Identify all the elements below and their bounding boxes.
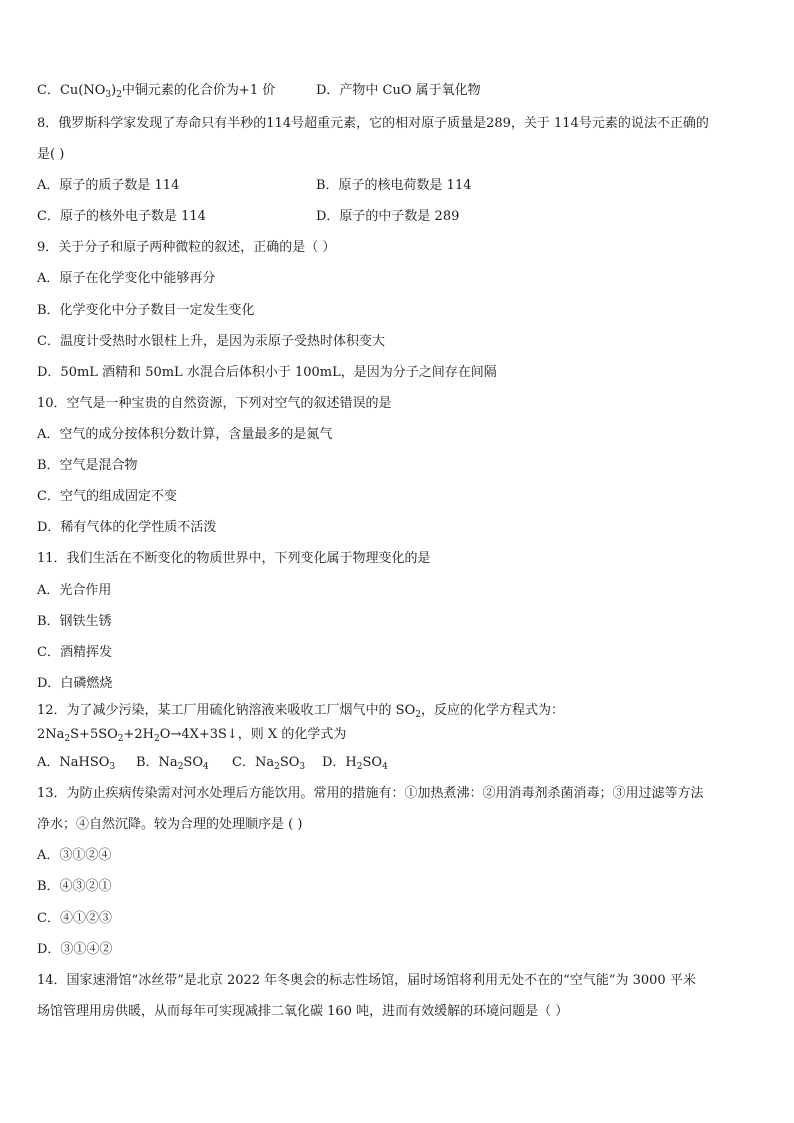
q11-option-c: C．酒精挥发 xyxy=(37,645,112,660)
q11-option-d: D．白磷燃烧 xyxy=(37,676,113,691)
q11-option-b: B．钢铁生锈 xyxy=(37,614,112,629)
q10-option-b: B．空气是混合物 xyxy=(37,458,138,473)
q9-stem: 9．关于分子和原子两种微粒的叙述，正确的是（ ） xyxy=(37,240,336,255)
q13-option-b: B．④③②① xyxy=(37,879,112,894)
q12-option-c: C．$Na_2SO_3$ xyxy=(232,755,306,772)
q8-stem-line2: 是( ) xyxy=(37,147,65,162)
q8-stem-line1: 8．俄罗斯科学家发现了寿命只有半秒的114号超重元素，它的相对原子质量是289，关于 114号元素的说法不正确的 xyxy=(37,116,709,131)
q11-option-a: A．光合作用 xyxy=(37,583,112,598)
q7-option-c: C．$Cu(NO_3)_2$中铜元素的化合价为+1 价 xyxy=(37,83,276,100)
q8-option-d: D．原子的中子数是 289 xyxy=(316,209,460,224)
q13-option-d: D．③①④② xyxy=(37,942,113,957)
q10-option-a: A．空气的成分按体积分数计算，含量最多的是氮气 xyxy=(37,427,333,442)
q10-stem: 10．空气是一种宝贵的自然资源，下列对空气的叙述错误的是 xyxy=(37,396,392,411)
q14-stem-line1: 14．国家速滑馆“冰丝带”是北京 2022 年冬奥会的标志性场馆，届时场馆将利用无处不在的“空气能”为 3000 平米 xyxy=(37,973,696,988)
q9-option-a: A．原子在化学变化中能够再分 xyxy=(37,271,216,286)
q9-option-d: D．50mL 酒精和 50mL 水混合后体积小于 100mL，是因为分子之间存在间隔 xyxy=(37,365,497,380)
q12-option-b: B．$Na_2SO_4$ xyxy=(136,755,209,772)
q14-stem-line2: 场馆管理用房供暖，从而每年可实现减排二氧化碳 160 吨，进而有效缓解的环境问题是（ ） xyxy=(37,1004,569,1019)
q8-option-c: C．原子的核外电子数是 114 xyxy=(37,209,206,224)
q11-stem: 11．我们生活在不断变化的物质世界中，下列变化属于物理变化的是 xyxy=(37,551,431,566)
q12-option-d: D．$H_2SO_4$ xyxy=(322,755,388,772)
q10-option-c: C．空气的组成固定不变 xyxy=(37,489,177,504)
q12-stem-line1: 12．为了减少污染，某工厂用硫化钠溶液来吸收工厂烟气中的 $SO_2$，反应的化学方程式为： xyxy=(37,703,564,720)
q12-equation: $2Na_2S+5SO_2+2H_2O\to 4X+3S↓$，则 X 的化学式为 xyxy=(37,727,347,744)
q13-stem-line2: 净水；④自然沉降。较为合理的处理顺序是 ( ) xyxy=(37,817,303,832)
q10-option-d: D．稀有气体的化学性质不活泼 xyxy=(37,520,217,535)
q7-option-d: D．产物中 CuO 属于氧化物 xyxy=(316,83,481,98)
q9-option-c: C．温度计受热时水银柱上升，是因为汞原子受热时体积变大 xyxy=(37,334,385,349)
q13-option-a: A．③①②④ xyxy=(37,848,112,863)
q9-option-b: B．化学变化中分子数目一定发生变化 xyxy=(37,303,255,318)
q8-option-b: B．原子的核电荷数是 114 xyxy=(316,178,472,193)
q13-option-c: C．④①②③ xyxy=(37,911,112,926)
q13-stem-line1: 13．为防止疾病传染需对河水处理后方能饮用。常用的措施有：①加热煮沸：②用消毒剂杀菌消毒；③用过滤等方法 xyxy=(37,786,704,801)
q12-option-a: A．NaHSO$_3$ xyxy=(37,755,116,772)
q8-option-a: A．原子的质子数是 114 xyxy=(37,178,180,193)
